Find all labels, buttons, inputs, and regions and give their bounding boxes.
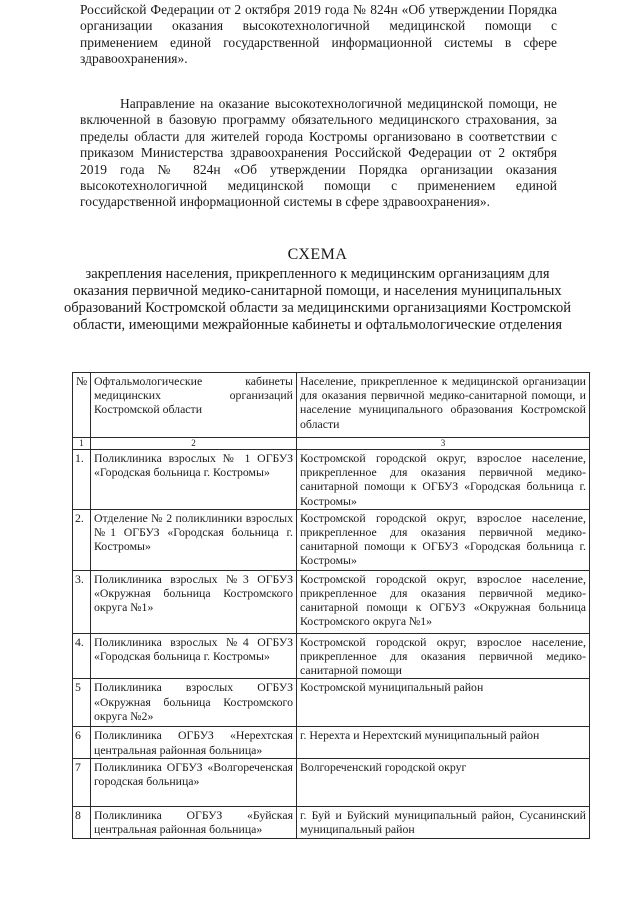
scheme-subtitle: закрепления населения, прикрепленного к медицинским организациям для оказания первичной медико-санитарной помощи, и населения муниципальных образований Костромской области за медицинскими организациями Костромской области, имеющими межрайонные кабинеты и офтальмологические отделения	[64, 266, 571, 333]
row-organization: Поликлиника взрослых ОГБУЗ «Окружная больница Костромского округа №2»	[91, 679, 297, 727]
table-header-row	[73, 373, 590, 438]
row-population: Костромской городской округ, взрослое население, прикрепленное для оказания первичной медико-санитарной помощи к ОГБУЗ «Городская больница г. Костромы»	[297, 450, 590, 510]
row-organization: Поликлиника ОГБУЗ «Волгореченская городская больница»	[91, 758, 297, 806]
row-population: Костромской городской округ, взрослое население, прикрепленное для оказания первичной медико-санитарной помощи к ОГБУЗ «Городская больница г. Костромы»	[297, 509, 590, 570]
row-organization: Поликлиника ОГБУЗ «Нерехтская центральная районная больница»	[91, 727, 297, 758]
table-row	[73, 679, 590, 727]
index-cell: 3	[297, 438, 590, 450]
header-number: №	[73, 373, 91, 438]
row-population: Волгореченский городской округ	[297, 758, 590, 806]
row-number: 1.	[73, 450, 91, 510]
row-population: Костромской муниципальный район	[297, 679, 590, 727]
row-population: г. Буй и Буйский муниципальный район, Сусанинский муниципальный район	[297, 806, 590, 838]
table-row	[73, 727, 590, 758]
row-organization: Отделение № 2 поликлиники взрослых №1 ОГБУЗ «Городская больница г. Костромы»	[91, 509, 297, 570]
row-number: 5	[73, 679, 91, 727]
row-number: 6	[73, 727, 91, 758]
scheme-title: СХЕМА	[287, 246, 348, 263]
row-organization: Поликлиника взрослых № 1 ОГБУЗ «Городская больница г. Костромы»	[91, 450, 297, 510]
header-population: Население, прикрепленное к медицинской организации для оказания первичной медико-санитарной помощи, и население муниципального образования Костромской области	[297, 373, 590, 438]
table-row	[73, 806, 590, 838]
assignment-table	[72, 372, 590, 839]
row-organization: Поликлиника взрослых №3 ОГБУЗ «Окружная больница Костромского округа №1»	[91, 570, 297, 633]
table-row	[73, 570, 590, 633]
row-number: 8	[73, 806, 91, 838]
row-organization: Поликлиника взрослых №4 ОГБУЗ «Городская больница г. Костромы»	[91, 633, 297, 679]
paragraph-high-tech-care-referral: Направление на оказание высокотехнологичной медицинской помощи, не включенной в базовую программу обязательного медицинского страхования, за пределы области для жителей города Костромы организовано в соответствии с приказом Министерства здравоохранения Российской Федерации от 2 октября 2019 года № 824н «Об утверждении Порядка организации оказания высокотехнологичной медицинской помощи с применением единой государственной информационной системы в сфере здравоохранения».	[80, 96, 557, 210]
table-row	[73, 450, 590, 510]
table-row	[73, 509, 590, 570]
row-population: Костромской городской округ, взрослое население, прикрепленное для оказания первичной медико-санитарной помощи	[297, 633, 590, 679]
table-row	[73, 633, 590, 679]
row-population: Костромской городской округ, взрослое население, прикрепленное для оказания первичной медико-санитарной помощи к ОГБУЗ «Окружная больница Костромского округа №1»	[297, 570, 590, 633]
row-population: г. Нерехта и Нерехтский муниципальный район	[297, 727, 590, 758]
row-number: 7	[73, 758, 91, 806]
index-cell: 2	[91, 438, 297, 450]
table-row	[73, 758, 590, 806]
row-number: 4.	[73, 633, 91, 679]
header-organizations: Офтальмологические кабинеты медицинских организаций Костромской области	[91, 373, 297, 438]
paragraph-order-reference: Российской Федерации от 2 октября 2019 года № 824н «Об утверждении Порядка организации оказания высокотехнологичной медицинской помощи с применением единой государственной информационной системы в сфере здравоохранения».	[80, 2, 557, 67]
row-number: 3.	[73, 570, 91, 633]
index-cell: 1	[73, 438, 91, 450]
row-organization: Поликлиника ОГБУЗ «Буйская центральная районная больница»	[91, 806, 297, 838]
table-index-row	[73, 438, 590, 450]
row-number: 2.	[73, 509, 91, 570]
